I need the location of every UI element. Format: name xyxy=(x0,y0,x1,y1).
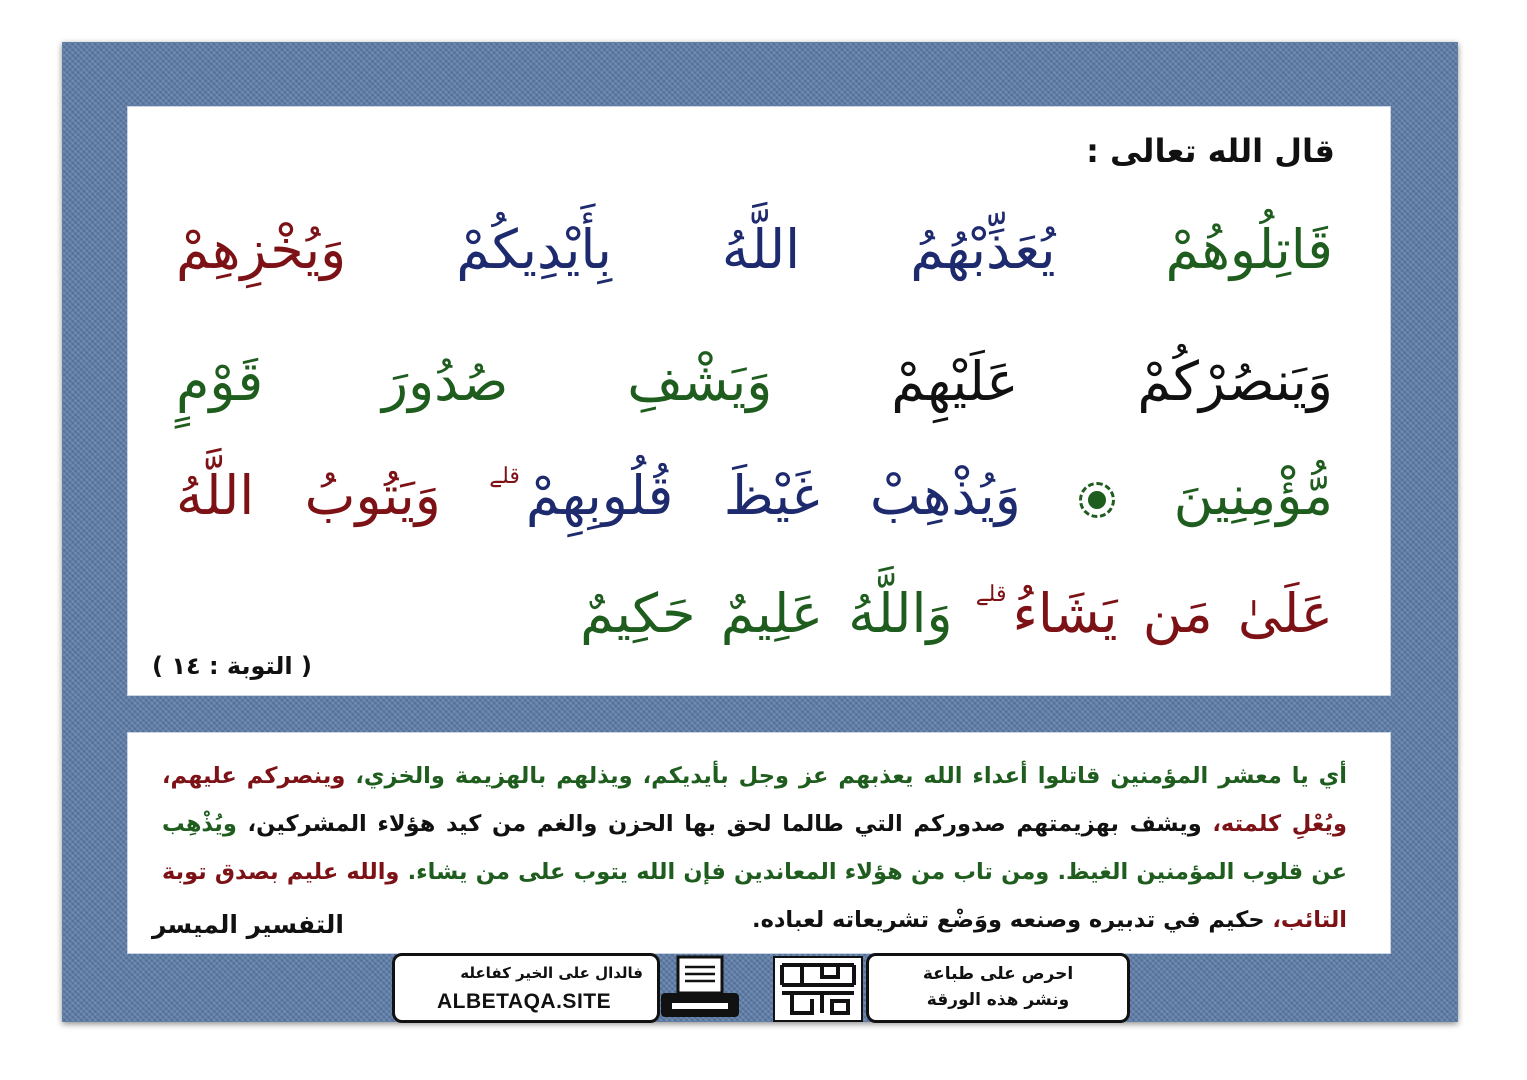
tafsir-segment: والله عليم بصدق توبة التائب، xyxy=(162,859,1347,933)
tafsir-segment: وينصركم عليهم، ويُعْلِ كلمته، xyxy=(162,763,1347,837)
tafsir-segment: ويُذْهِب عن قلوب المؤمنين الغيظ. ومن تاب من هؤلاء المعاندين فإن الله يتوب على من يشاء. xyxy=(162,811,1347,885)
albetaqa-logo xyxy=(772,955,864,1023)
verse-word: وَيَشْفِ xyxy=(627,350,773,413)
verse-word: اللَّهُ xyxy=(721,218,801,281)
verse-reference: ( التوبة : ١٤ ) xyxy=(152,652,312,680)
verse-word: يُعَذِّبْهُمُ xyxy=(910,218,1056,281)
verse-word: اللَّهُ xyxy=(176,464,255,527)
verse-word: صُدُورَ xyxy=(382,350,509,413)
waqf-stop-mark: قلے xyxy=(489,464,520,489)
verse-line-2 xyxy=(172,350,1337,413)
verse-word: يَشَاءُ xyxy=(1012,582,1118,645)
footer-print-line-1: احرص على طباعة xyxy=(922,964,1074,984)
verse-word: عَلِيمٌ xyxy=(720,582,824,645)
verse-word: وَيُخْزِهِمْ xyxy=(176,218,347,281)
footer-website-box[interactable] xyxy=(392,953,660,1023)
verse-word: قَاتِلُوهُمْ xyxy=(1165,218,1333,281)
footer-site-link[interactable]: ALBETAQA.SITE xyxy=(437,990,612,1013)
verse-word: غَيْظَ xyxy=(723,464,820,527)
tafsir-segment: أي يا معشر المؤمنين قاتلوا أعداء الله يعذبهم عز وجل بأيديكم، ويذلهم بالهزيمة والخزي، xyxy=(345,763,1347,789)
verse-word: وَيَنصُرْكُمْ xyxy=(1137,350,1333,413)
tafsir-source: التفسير الميسر xyxy=(152,910,344,939)
verse-word: بِأَيْدِيكُمْ xyxy=(456,218,612,281)
tafsir-segment: ويشف بهزيمتهم صدوركم التي طالما لحق بها الحزن والغم من كيد هؤلاء المشركين، xyxy=(236,811,1202,837)
verse-word: مُّؤْمِنِينَ xyxy=(1173,464,1334,527)
verse-word: مَن xyxy=(1142,582,1213,645)
verse-heading: قال الله تعالى : xyxy=(1086,132,1335,170)
verse-line-3 xyxy=(172,464,1337,527)
verse-word: قَوْمٍ xyxy=(176,350,264,413)
footer-print-line-2: ونشر هذه الورقة xyxy=(926,990,1070,1010)
ayah-end-marker-icon xyxy=(1079,482,1115,518)
verse-word: قُلُوبِهِمْ xyxy=(525,464,674,527)
printer-icon xyxy=(658,955,742,1023)
footer-print-box xyxy=(866,953,1130,1023)
verse-word: وَيُذْهِبْ xyxy=(869,464,1021,527)
verse-word: حَكِيمٌ xyxy=(580,582,696,645)
verse-word: وَاللَّهُ xyxy=(848,582,953,645)
verse-line-1 xyxy=(172,218,1337,281)
verse-line-4 xyxy=(172,582,1337,645)
verse-word: عَلَيْهِمْ xyxy=(891,350,1019,413)
footer-motto: فالدال على الخير كفاعله xyxy=(460,964,643,982)
verse-word: عَلَىٰ xyxy=(1237,582,1333,645)
tafsir-segment: حكيم في تدبيره وصنعه ووَضْع تشريعاته لعباده. xyxy=(752,907,1265,933)
verse-word: وَيَتُوبُ xyxy=(304,464,441,527)
waqf-stop-mark: قلے xyxy=(975,582,1007,607)
